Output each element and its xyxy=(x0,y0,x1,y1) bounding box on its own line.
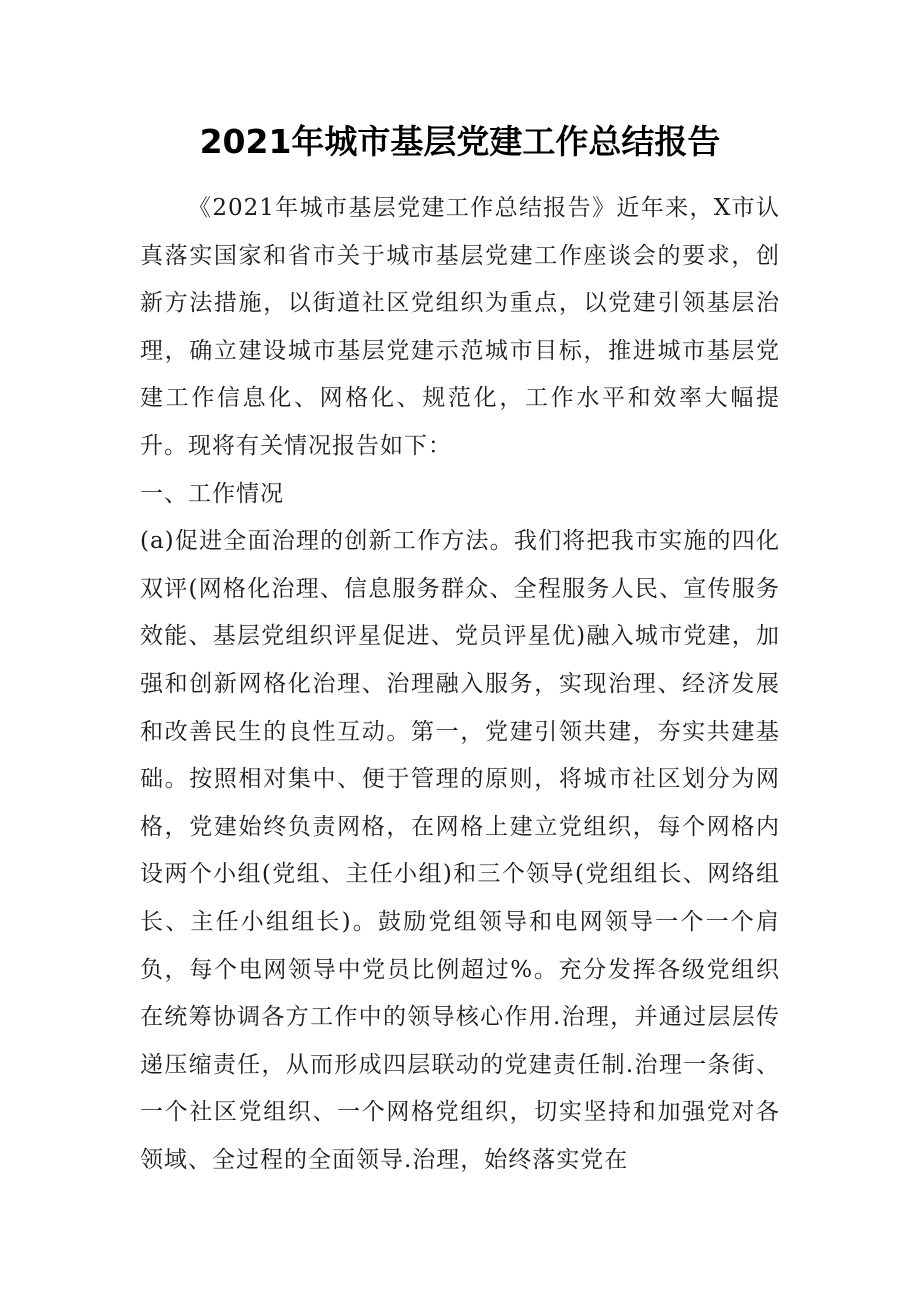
paragraph-work-method: (a)促进全面治理的创新工作方法。我们将把我市实施的四化双评(网格化治理、信息服务群众、全程服务人民、宣传服务效能、基层党组织评星促进、党员评星优)融入城市党建，加强和创新网格化治理、治理融入服务，实现治理、经济发展和改善民生的良性互动。第一，党建引领共建，夯实共建基础。按照相对集中、便于管理的原则，将城市社区划分为网格，党建始终负责网格，在网格上建立党组织，每个网格内设两个小组(党组、主任小组)和三个领导(党组组长、网络组长、主任小组组长)。鼓励党组领导和电网领导一个一个肩负，每个电网领导中党员比例超过%。充分发挥各级党组织在统筹协调各方工作中的领导核心作用.治理，并通过层层传递压缩责任，从而形成四层联动的党建责任制.治理一条街、一个社区党组织、一个网格党组织，切实坚持和加强党对各领域、全过程的全面领导.治理，始终落实党在 xyxy=(140,528,780,1173)
document-body xyxy=(140,185,780,1184)
paragraph-intro: 《2021年城市基层党建工作总结报告》近年来，X市认真落实国家和省市关于城市基层党建工作座谈会的要求，创新方法措施，以街道社区党组织为重点，以党建引领基层治理，确立建设城市基层党建示范城市目标，推进城市基层党建工作信息化、网格化、规范化，工作水平和效率大幅提升。现将有关情况报告如下： xyxy=(140,195,780,459)
section-heading-work-status: 一、工作情况 xyxy=(140,480,284,507)
document-title: 2021年城市基层党建工作总结报告 xyxy=(199,122,721,161)
